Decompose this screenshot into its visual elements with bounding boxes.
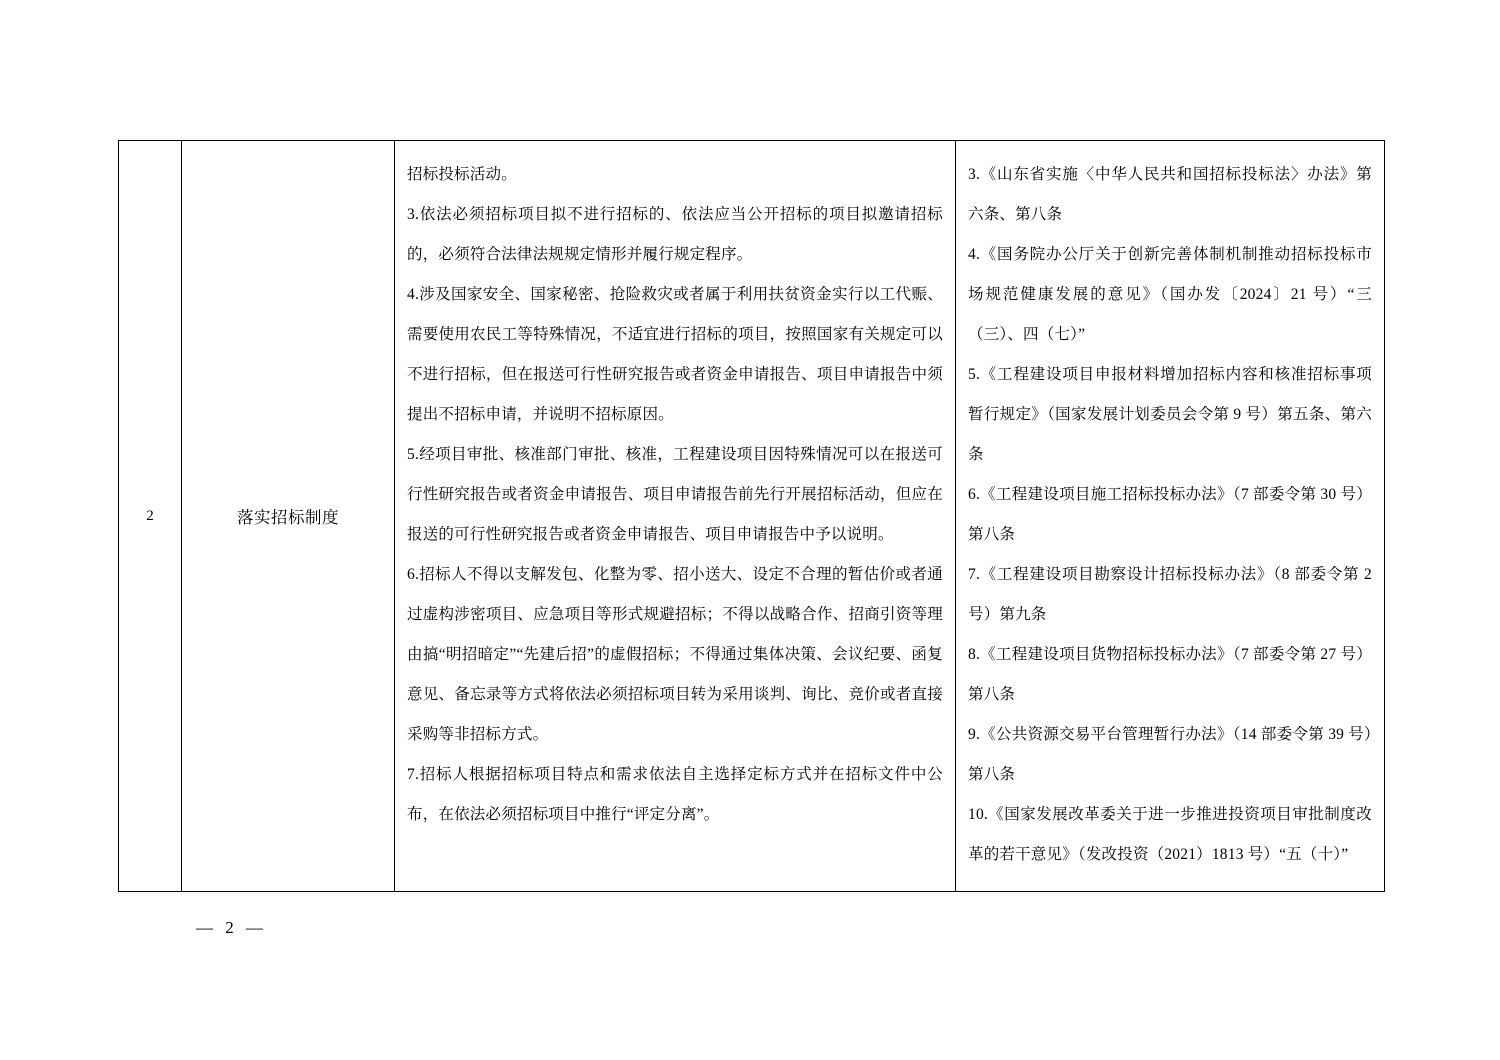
basis-paragraph: 8.《工程建设项目货物招标投标办法》（7 部委令第 27 号）第八条: [968, 646, 1372, 703]
page-number: — 2 —: [196, 918, 267, 937]
basis-paragraph: 3.《山东省实施〈中华人民共和国招标投标法〉办法》第六条、第八条: [968, 166, 1372, 223]
content-paragraph: 4.涉及国家安全、国家秘密、抢险救灾或者属于利用扶贫资金实行以工代赈、需要使用农民工等特殊情况，不适宜进行招标的项目，按照国家有关规定可以不进行招标，但在报送可行性研究报告或者资金申请报告、项目申请报告中须提出不招标申请，并说明不招标原因。: [407, 286, 943, 423]
basis-paragraph: 6.《工程建设项目施工招标投标办法》（7 部委令第 30 号）第八条: [968, 486, 1372, 543]
basis-paragraph: 7.《工程建设项目勘察设计招标投标办法》（8 部委令第 2 号）第九条: [968, 566, 1372, 623]
content-paragraph: 6.招标人不得以支解发包、化整为零、招小送大、设定不合理的暂估价或者通过虚构涉密项目、应急项目等形式规避招标；不得以战略合作、招商引资等理由搞“明招暗定”“先建后招”的虚假招标；不得通过集体决策、会议纪要、函复意见、备忘录等方式将依法必须招标项目转为采用谈判、询比、竞价或者直接采购等非招标方式。: [407, 566, 943, 743]
content-paragraph: 7.招标人根据招标项目特点和需求依法自主选择定标方式并在招标文件中公布，在依法必须招标项目中推行“评定分离”。: [407, 766, 943, 823]
row-content-cell: [395, 141, 956, 892]
content-paragraph: 5.经项目审批、核准部门审批、核准，工程建设项目因特殊情况可以在报送可行性研究报告或者资金申请报告、项目申请报告前先行开展招标活动，但应在报送的可行性研究报告或者资金申请报告、项目申请报告中予以说明。: [407, 446, 943, 543]
row-number-cell: [119, 141, 182, 892]
row-item-cell: [182, 141, 395, 892]
basis-paragraph: 10.《国家发展改革委关于进一步推进投资项目审批制度改革的若干意见》（发改投资（2021）1813 号）“五（十）”: [968, 806, 1372, 863]
basis-paragraph: 9.《公共资源交易平台管理暂行办法》（14 部委令第 39 号）第八条: [968, 726, 1372, 783]
row-basis-cell: [956, 141, 1385, 892]
basis-block: [956, 141, 1384, 891]
row-number: 2: [146, 507, 154, 524]
row-item-label: 落实招标制度: [237, 508, 339, 527]
content-block: [395, 141, 955, 851]
basis-paragraph: 5.《工程建设项目申报材料增加招标内容和核准招标事项暂行规定》（国家发展计划委员会令第 9 号）第五条、第六条: [968, 366, 1372, 463]
content-paragraph: 招标投标活动。: [407, 166, 517, 183]
basis-paragraph: 4.《国务院办公厅关于创新完善体制机制推动招标投标市场规范健康发展的意见》（国办发〔2024〕21 号）“三（三）、四（七）”: [968, 246, 1372, 343]
requirements-table: [118, 140, 1385, 892]
content-paragraph: 3.依法必须招标项目拟不进行招标的、依法应当公开招标的项目拟邀请招标的，必须符合法律法规规定情形并履行规定程序。: [407, 206, 943, 263]
table-row: [119, 141, 1385, 892]
